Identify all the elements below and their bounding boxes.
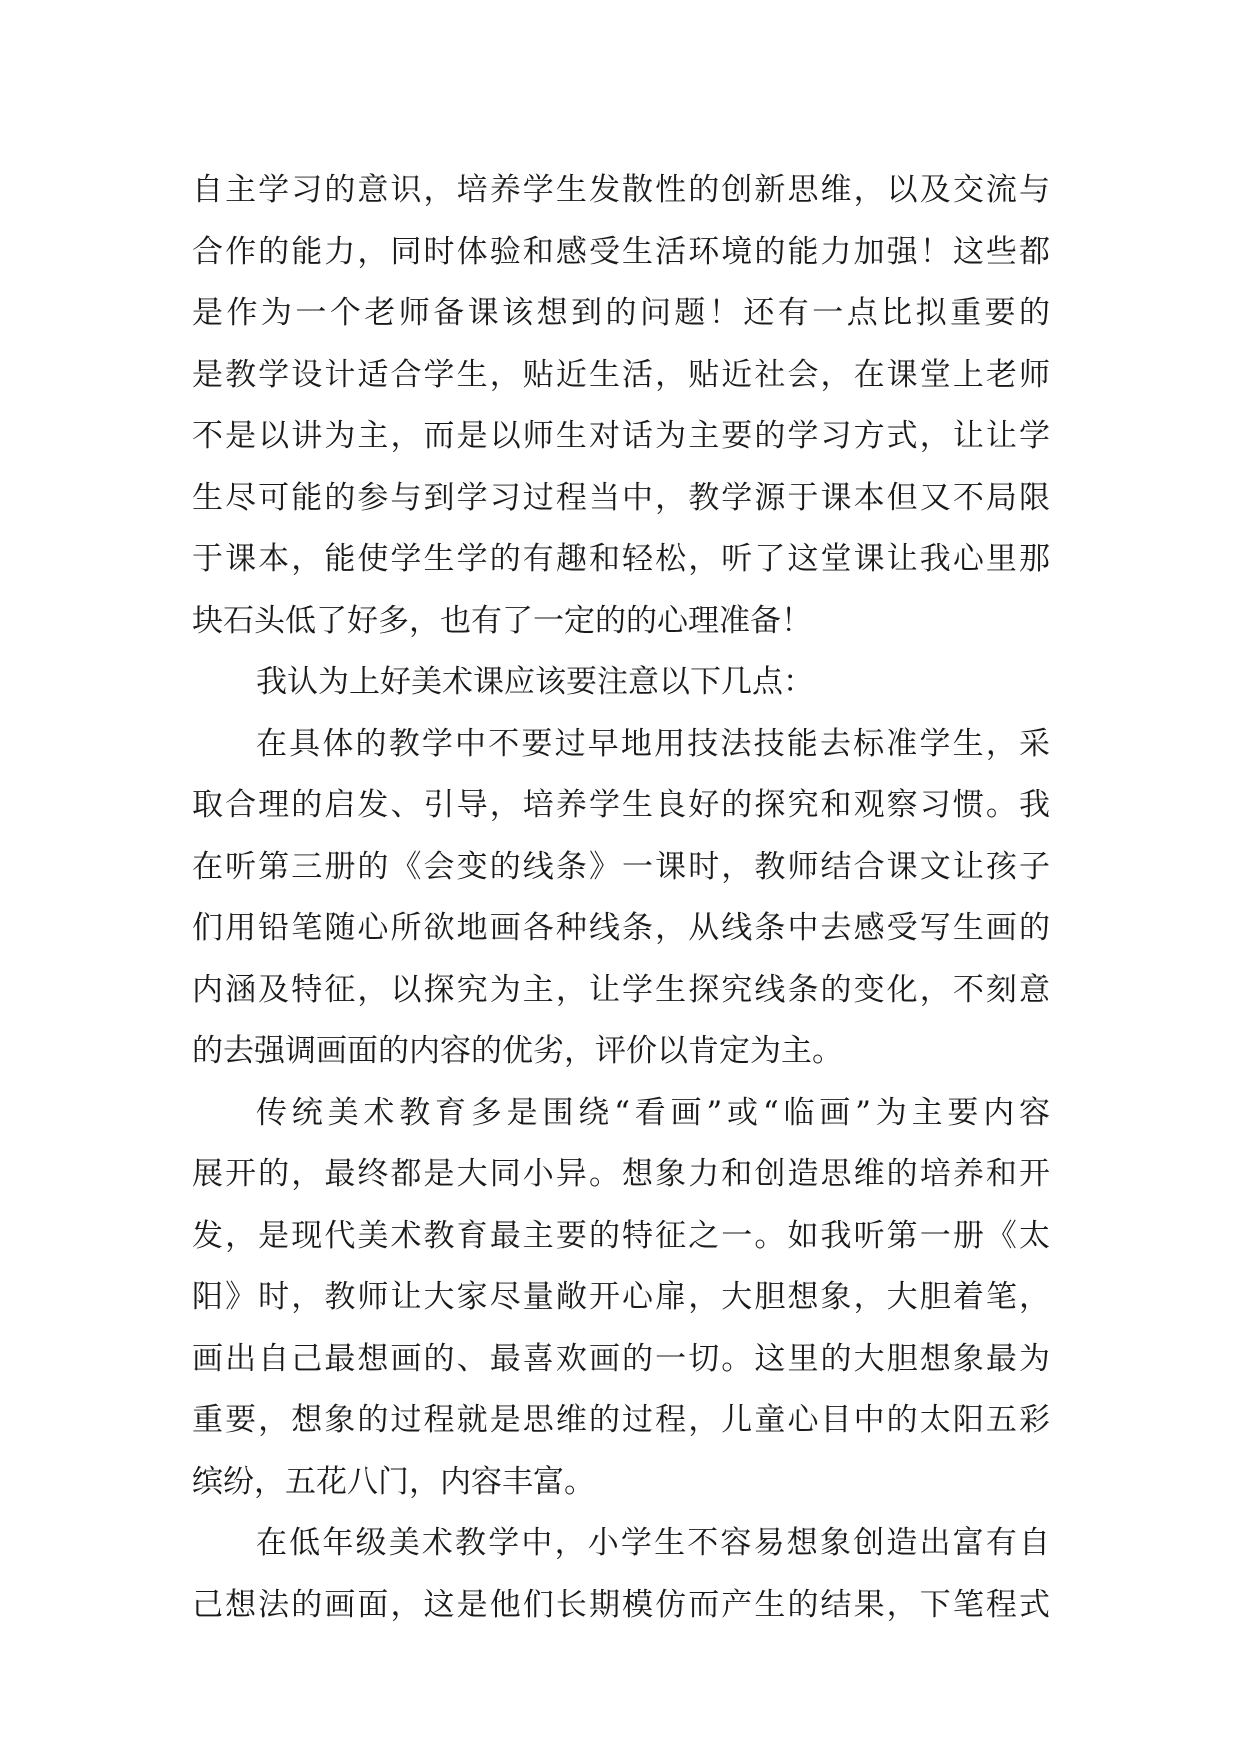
text-line: 己想法的画面，这是他们长期模仿而产生的结果，下笔程式 — [192, 1586, 1050, 1623]
text-line: 内涵及特征，以探究为主，让学生探究线条的变化，不刻意 — [192, 971, 1050, 1008]
text-line: 们用铅笔随心所欲地画各种线条，从线条中去感受写生画的 — [192, 910, 1050, 946]
text-line: 是作为一个老师备课该想到的问题！还有一点比拟重要的 — [192, 295, 1050, 331]
text-line: 重要，想象的过程就是思维的过程，儿童心目中的太阳五彩 — [192, 1402, 1050, 1438]
text-line: 画出自己最想画的、最喜欢画的一切。这里的大胆想象最为 — [192, 1340, 1050, 1377]
text-line: 我认为上好美术课应该要注意以下几点： — [256, 664, 814, 700]
body-text — [192, 160, 1050, 1636]
text-line: 在听第三册的《会变的线条》一课时，教师结合课文让孩子 — [192, 848, 1050, 885]
text-line: 缤纷，五花八门，内容丰富。 — [192, 1463, 595, 1500]
text-line: 传统美术教育多是围绕“看画”或“临画”为主要内容 — [256, 1094, 1050, 1131]
text-line: 是教学设计适合学生，贴近生活，贴近社会，在课堂上老师 — [192, 356, 1050, 393]
text-line: 合作的能力，同时体验和感受生活环境的能力加强！这些都 — [192, 233, 1050, 270]
text-line: 展开的，最终都是大同小异。想象力和创造思维的培养和开 — [192, 1156, 1050, 1192]
text-line: 发，是现代美术教育最主要的特征之一。如我听第一册《太 — [192, 1217, 1050, 1254]
text-line: 在低年级美术教学中，小学生不容易想象创造出富有自 — [256, 1525, 1050, 1561]
text-line: 取合理的启发、引导，培养学生良好的探究和观察习惯。我 — [192, 787, 1050, 823]
text-line: 的去强调画面的内容的优劣，评价以肯定为主。 — [192, 1033, 843, 1069]
text-line: 自主学习的意识，培养学生发散性的创新思维，以及交流与 — [192, 172, 1050, 208]
text-line: 在具体的教学中不要过早地用技法技能去标准学生，采 — [256, 725, 1050, 762]
text-line: 块石头低了好多，也有了一定的的心理准备！ — [192, 602, 812, 639]
text-line: 生尽可能的参与到学习过程当中，教学源于课本但又不局限 — [192, 479, 1050, 516]
text-line: 阳》时，教师让大家尽量敞开心扉，大胆想象，大胆着笔， — [192, 1279, 1050, 1315]
text-line: 不是以讲为主，而是以师生对话为主要的学习方式，让让学 — [192, 418, 1050, 454]
text-line: 于课本，能使学生学的有趣和轻松，听了这堂课让我心里那 — [192, 541, 1050, 577]
